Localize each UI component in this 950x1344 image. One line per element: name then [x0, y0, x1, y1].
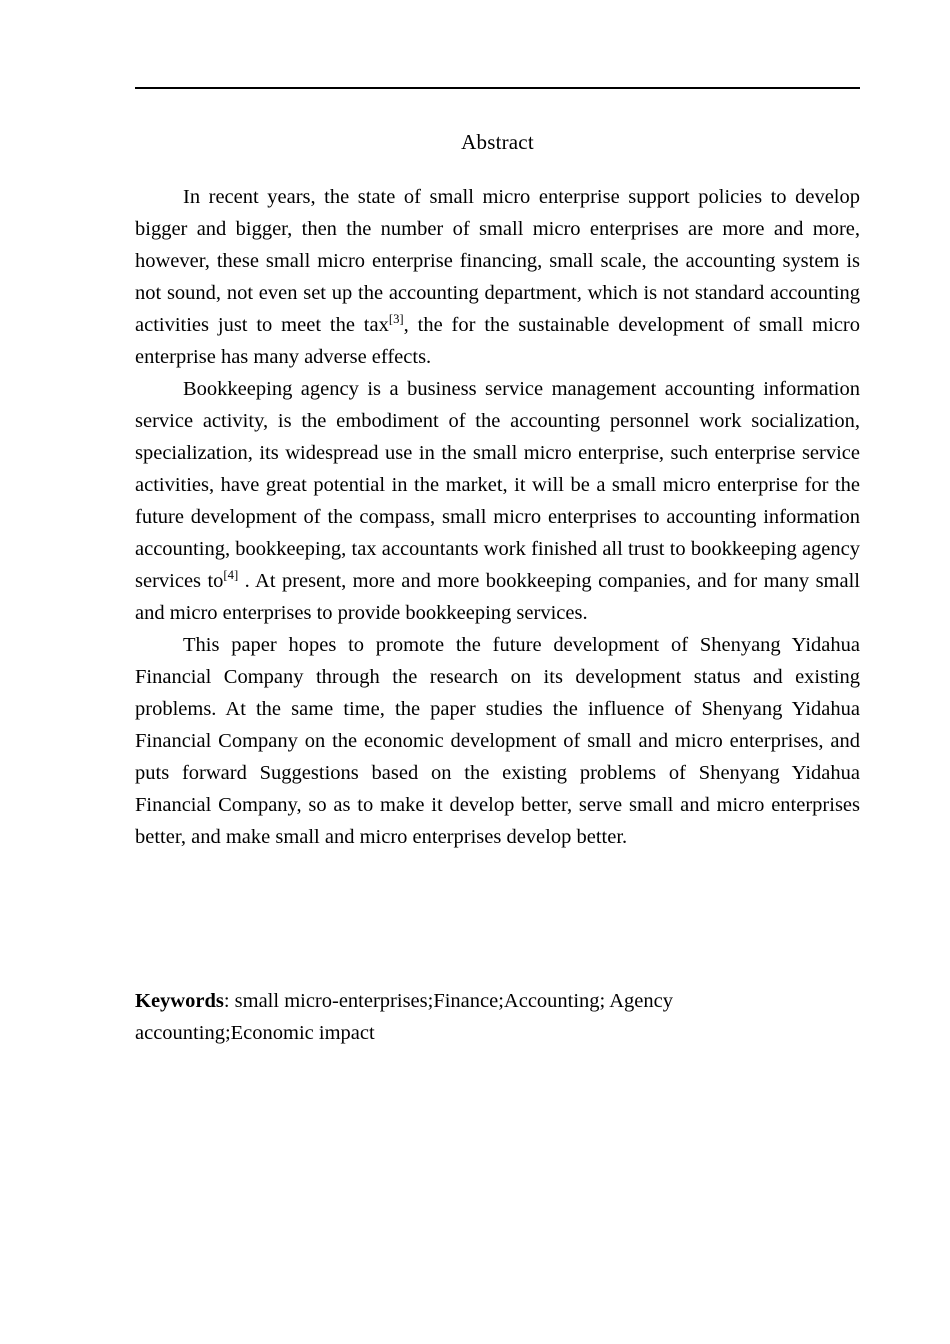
header-rule-divider	[135, 87, 860, 89]
keywords-label: Keywords	[135, 990, 224, 1012]
page-title: Abstract	[461, 130, 534, 155]
paragraph-2: Bookkeeping agency is a business service management accounting information service activity, is the embodiment of the accounting personnel work socialization, specialization, its widespread use in the small micro enterprise, such enterprise service activities, have great potential in the market, it will be a small micro enterprise for the future development of the compass, small micro enterprises to accounting information accounting, bookkeeping, tax accountants work finished all trust to bookkeeping agency services to[4] . At present, more and more bookkeeping companies, and for many small and micro enterprises to provide bookkeeping services.	[135, 378, 860, 624]
citation-reference: [3]	[388, 312, 404, 327]
paragraph-3: This paper hopes to promote the future development of Shenyang Yidahua Financial Company through the research on its development status and existing problems. At the same time, the paper studies the influence of Shenyang Yidahua Financial Company on the economic development of small and micro enterprises, and puts forward Suggestions based on the existing problems of Shenyang Yidahua Financial Company, so as to make it develop better, serve small and micro enterprises better, and make small and micro enterprises develop better.	[135, 634, 860, 848]
paragraph-1: In recent years, the state of small micro enterprise support policies to develop bigger and bigger, then the number of small micro enterprises are more and more, however, these small micro enterprise financing, small scale, the accounting system is not sound, not even set up the accounting department, which is not standard accounting activities just to meet the tax[3], the for the sustainable development of small micro enterprise has many adverse effects.	[135, 186, 860, 368]
abstract-body	[135, 181, 860, 853]
keywords-separator: :	[223, 990, 235, 1012]
keywords-block	[135, 985, 835, 1049]
keywords-value: small micro-enterprises;Finance;Accounting; Agency accounting;Economic impact	[135, 990, 674, 1044]
citation-reference: [4]	[223, 568, 239, 583]
